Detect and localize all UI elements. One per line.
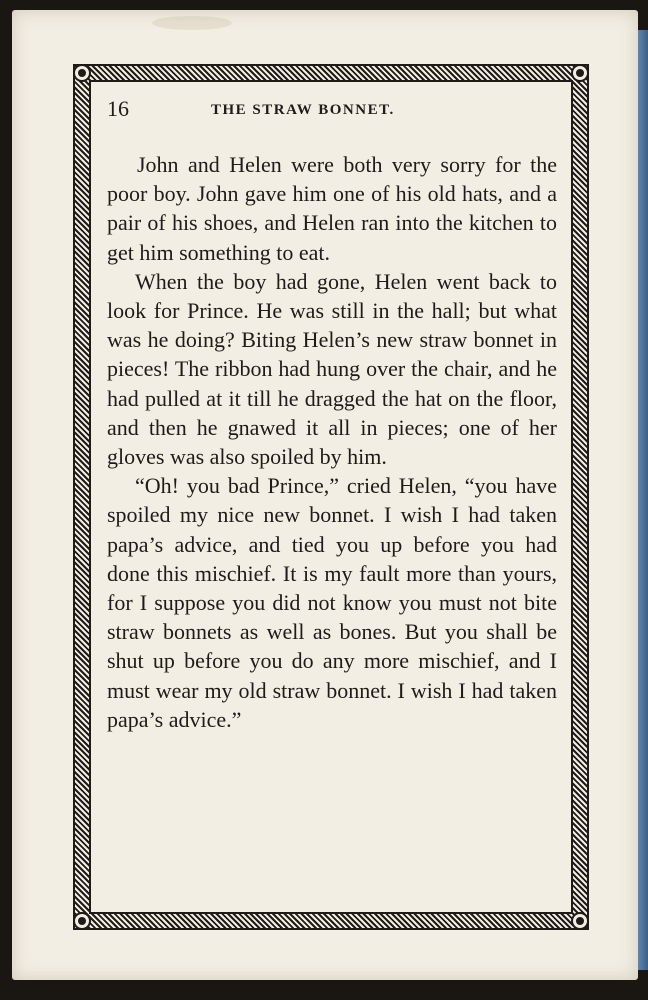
corner-ornament-icon [571, 912, 589, 930]
body-text [107, 150, 557, 734]
paragraph: When the boy had gone, Helen went back to look for Prince. He was still in the hall; but what was he doing? Biting Helen’s new straw bonnet in pieces! The ribbon had hung over the chair, and he had pulled at it till he dragged the hat on the floor, and then he gnawed it all in pieces; one of her gloves was also spoiled by him. [107, 268, 557, 470]
corner-ornament-icon [73, 912, 91, 930]
corner-ornament-icon [571, 64, 589, 82]
page-stain [152, 16, 232, 30]
corner-ornament-icon [73, 64, 91, 82]
paragraph: “Oh! you bad Prince,” cried Helen, “you have spoiled my nice new bonnet. I wish I had taken papa’s advice, and tied you up before you had done this mischief. It is my fault more than yours, for I suppose you did not know you must not bite straw bonnets as well as bones. But you shall be shut up before you do any more mischief, and I must wear my old straw bonnet. I wish I had taken papa’s advice.” [107, 473, 557, 732]
page-header [91, 82, 571, 132]
paragraph: John and Helen were both very sorry for the poor boy. John gave him one of his old hats, and a pair of his shoes, and Helen ran into the kitchen to get him something to eat. [107, 152, 557, 265]
page-content [91, 82, 571, 912]
running-title: THE STRAW BONNET. [211, 102, 395, 118]
page-number: 16 [107, 96, 129, 121]
